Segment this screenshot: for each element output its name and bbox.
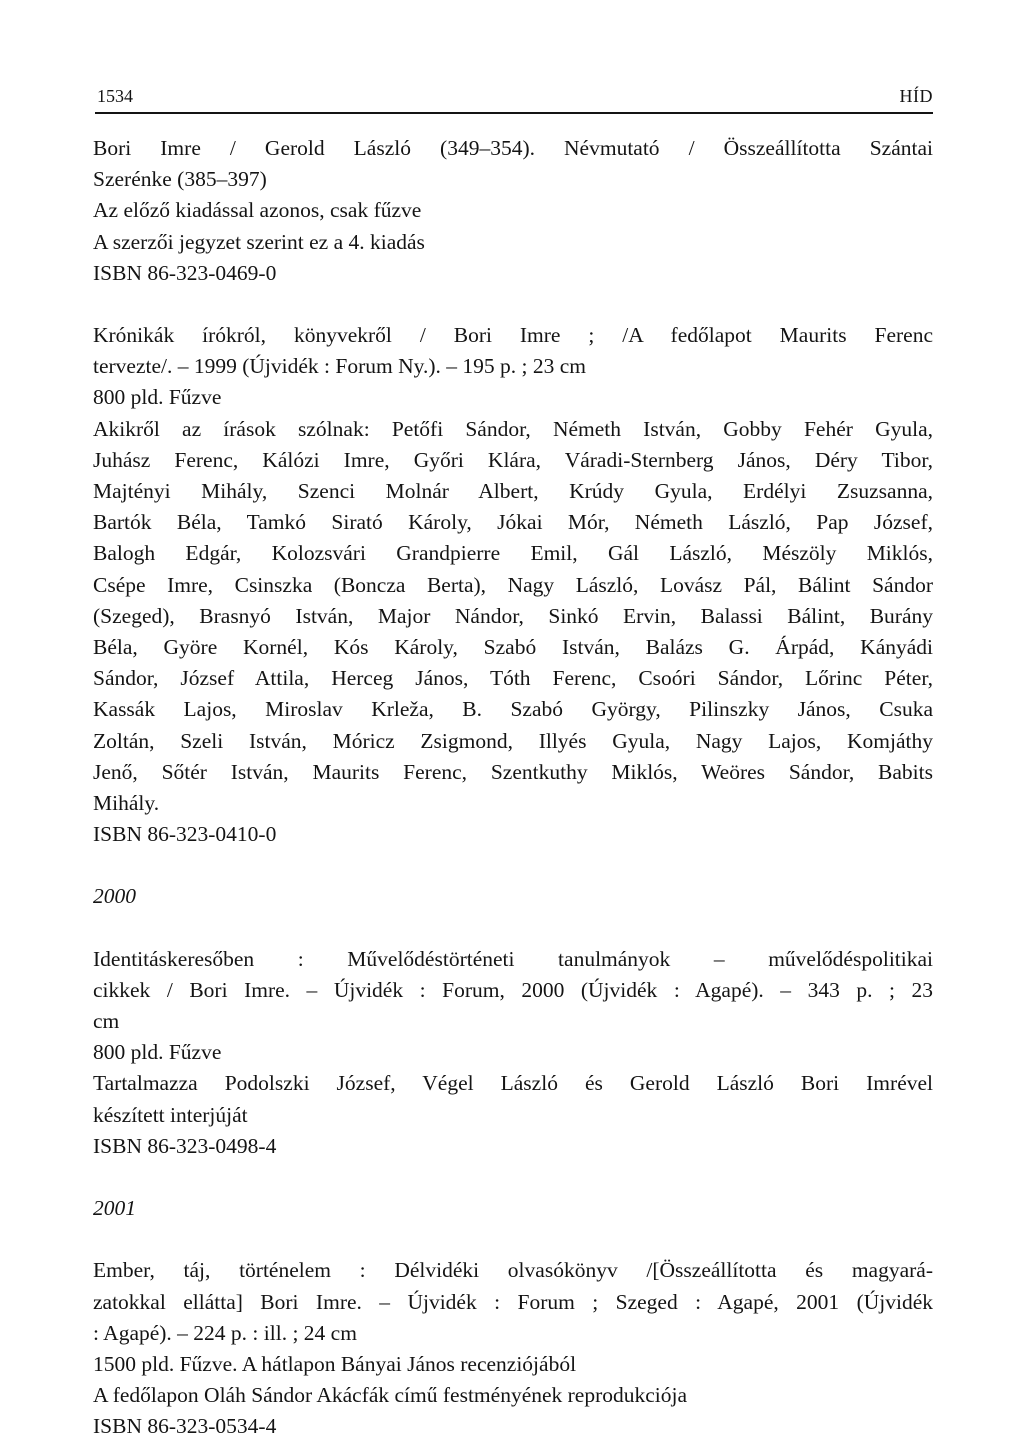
entry-line: Kassák Lajos, Miroslav Krleža, B. Szabó György, Pilinszky János, Csuka [93, 697, 933, 722]
entry-line: Sándor, József Attila, Herceg János, Tóth Ferenc, Csoóri Sándor, Lőrinc Péter, [93, 666, 933, 691]
entry-line: Juhász Ferenc, Kálózi Imre, Győri Klára, Váradi-Sternberg János, Déry Tibor, [93, 447, 933, 472]
entry-line: Jenő, Sőtér István, Maurits Ferenc, Szentkuthy Miklós, Weöres Sándor, Babits [93, 759, 933, 784]
entry-line: Balogh Edgár, Kolozsvári Grandpierre Emil, Gál László, Mészöly Miklós, [93, 541, 933, 566]
entry-line: Béla, Györe Kornél, Kós Károly, Szabó István, Balázs G. Árpád, Kányádi [93, 635, 933, 660]
entry-line: cm [93, 1009, 120, 1034]
page-content [93, 133, 933, 1443]
entry-line: 1500 pld. Fűzve. A hátlapon Bányai János recenziójából [93, 1351, 577, 1376]
entry-line: (Szeged), Brasnyó István, Major Nándor, Sinkó Ervin, Balassi Bálint, Burány [93, 603, 933, 628]
entry-line: Krónikák írókról, könyvekről / Bori Imre ; /A fedőlapot Maurits Ferenc [93, 323, 933, 348]
entry-line: Zoltán, Szeli István, Móricz Zsigmond, Illyés Gyula, Nagy Lajos, Komjáthy [93, 728, 933, 753]
entry-line: Bori Imre / Gerold László (349–354). Névmutató / Összeállította Szántai [93, 136, 933, 160]
entry-line: cikkek / Bori Imre. – Újvidék : Forum, 2000 (Újvidék : Agapé). – 343 p. ; 23 [93, 977, 933, 1002]
entry-line: Majtényi Mihály, Szenci Molnár Albert, Krúdy Gyula, Erdélyi Zsuzsanna, [93, 479, 933, 504]
entry-line: készített interjúját [93, 1102, 248, 1127]
entry-line: tervezte/. – 1999 (Újvidék : Forum Ny.). – 195 p. ; 23 cm [93, 354, 587, 379]
entry-line: Tartalmazza Podolszki József, Végel László és Gerold László Bori Imrével [93, 1071, 933, 1096]
entry-line: zatokkal ellátta] Bori Imre. – Újvidék : Forum ; Szeged : Agapé, 2001 (Újvidék [93, 1289, 933, 1314]
entry-line: A szerzői jegyzet szerint ez a 4. kiadás [93, 229, 425, 254]
entry-line: A fedőlapon Oláh Sándor Akácfák című festményének reprodukciója [93, 1383, 688, 1408]
entry-line: 800 pld. Fűzve [93, 385, 222, 410]
bibliography-entry [93, 133, 933, 289]
entry-line: Bartók Béla, Tamkó Sirató Károly, Jókai Mór, Németh László, Pap József, [93, 510, 933, 535]
entry-line: : Agapé). – 224 p. : ill. ; 24 cm [93, 1320, 357, 1345]
entry-line: Szerénke (385–397) [93, 167, 267, 192]
entry-line: 800 pld. Fűzve [93, 1040, 222, 1065]
entry-line: ISBN 86-323-0410-0 [93, 822, 277, 847]
running-head [95, 82, 933, 114]
entry-line: Mihály. [93, 791, 160, 816]
entry-line: ISBN 86-323-0469-0 [93, 260, 277, 285]
bibliography-entry [93, 320, 933, 850]
entry-line: Identitáskeresőben : Művelődéstörténeti tanulmányok – művelődéspolitikai [93, 946, 933, 971]
year-heading: 2000 [93, 884, 136, 909]
entry-line: Csépe Imre, Csinszka (Boncza Berta), Nagy László, Lovász Pál, Bálint Sándor [93, 572, 933, 597]
entry-line: Ember, táj, történelem : Délvidéki olvasókönyv /[Összeállította és magyará- [93, 1258, 933, 1283]
entry-line: ISBN 86-323-0498-4 [93, 1133, 277, 1158]
entry-line: ISBN 86-323-0534-4 [93, 1414, 277, 1439]
entry-line: Akikről az írások szólnak: Petőfi Sándor, Németh István, Gobby Fehér Gyula, [93, 416, 933, 441]
year-heading: 2001 [93, 1196, 136, 1221]
page-number: 1534 [97, 86, 133, 106]
journal-title: HÍD [899, 86, 933, 106]
entry-line: Az előző kiadással azonos, csak fűzve [93, 198, 422, 223]
bibliography-entry [93, 1255, 933, 1442]
bibliography-entry [93, 944, 933, 1162]
